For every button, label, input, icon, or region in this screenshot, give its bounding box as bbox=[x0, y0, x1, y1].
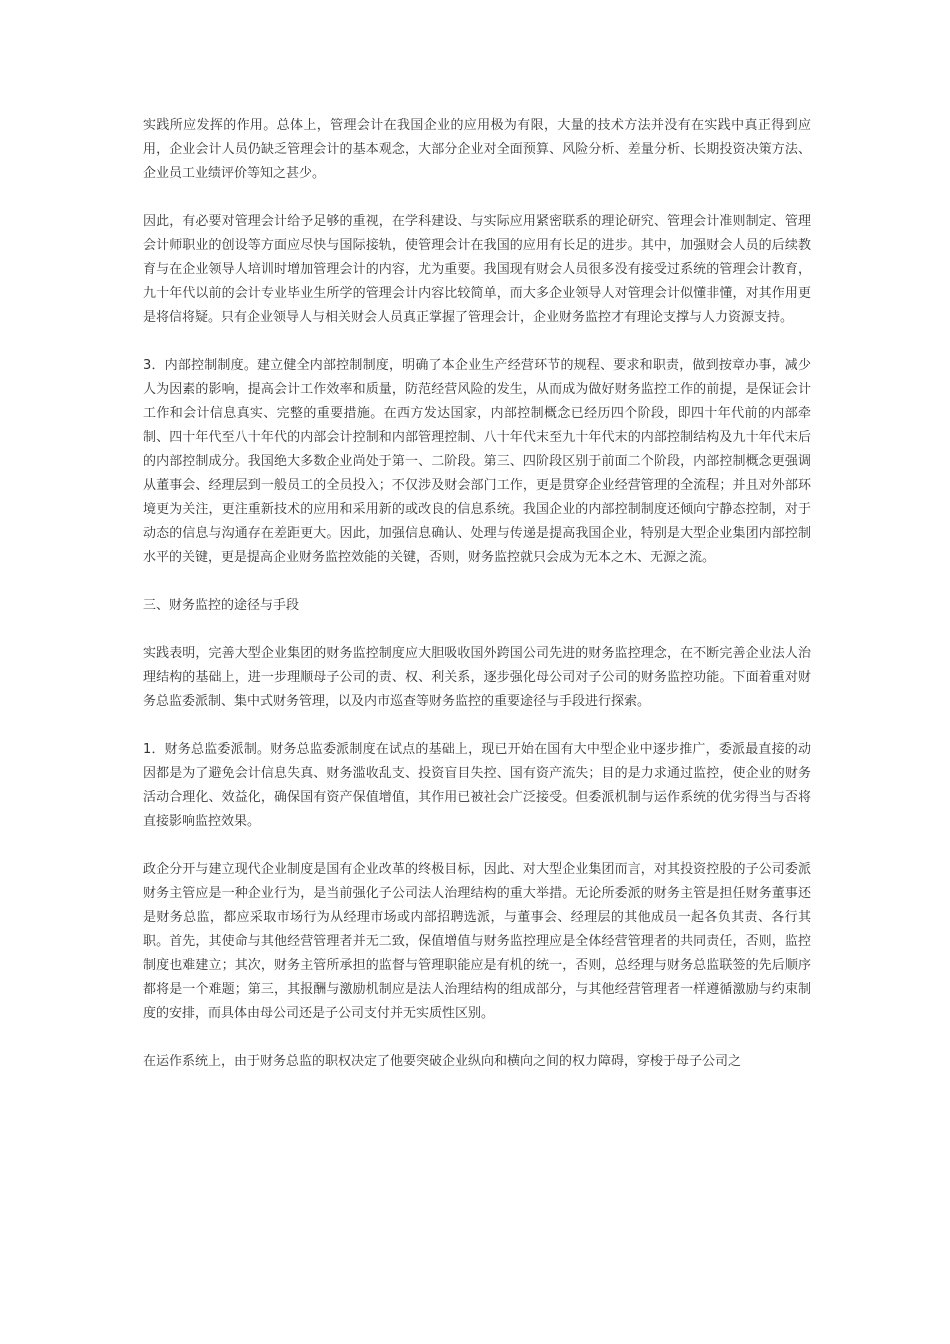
section-heading: 三、财务监控的途径与手段 bbox=[143, 598, 300, 613]
paragraph-management-accounting-importance: 因此，有必要对管理会计给予足够的重视，在学科建设、与实际应用紧密联系的理论研究、管理会计准则制定、管理会计师职业的创设等方面应尽快与国际接轨，使管理会计在我国的应用有长足的进步。其中，加强财会人员的后续教育与在企业领导人培训时增加管理会计的内容，尤为重要。我国现有财会人员很多没有接受过系统的管理会计教育，九十年代以前的会计专业毕业生所学的管理会计内容比较简单，而大多企业领导人对管理会计似懂非懂，对其作用更是将信将疑。只有企业领导人与相关财会人员真正掌握了管理会计，企业财务监控才有理论支撑与人力资源支持。 bbox=[143, 214, 811, 325]
paragraph-internal-control: 3．内部控制制度。建立健全内部控制制度，明确了本企业生产经营环节的规程、要求和职责，做到按章办事，减少人为因素的影响，提高会计工作效率和质量，防范经营风险的发生，从而成为做好财务监控工作的前提，是保证会计工作和会计信息真实、完整的重要措施。在西方发达国家，内部控制概念已经历四个阶段，即四十年代前的内部牵制、四十年代至八十年代的内部会计控制和内部管理控制、八十年代末至九十年代末的内部控制结构及九十年代末后的内部控制成分。我国绝大多数企业尚处于第一、二阶段。第三、四阶段区别于前面二个阶段，内部控制概念更强调从董事会、经理层到一般员工的全员投入；不仅涉及财会部门工作，更是贯穿企业经营管理的全流程；并且对外部环境更为关注，更注重新技术的应用和采用新的或改良的信息系统。我国企业的内部控制制度还倾向宁静态控制，对于动态的信息与沟通存在差距更大。因此，加强信息确认、处理与传递是提高我国企业，特别是大型企业集团内部控制水平的关键，更是提高企业财务监控效能的关键，否则，财务监控就只会成为无本之木、无源之流。 bbox=[143, 358, 811, 565]
paragraph-government-enterprise-separation: 政企分开与建立现代企业制度是国有企业改革的终极目标，因此、对大型企业集团而言，对其投资控股的子公司委派财务主管应是一种企业行为，是当前强化子公司法人治理结构的重大举措。无论所委派的财务主管是担任财务董事还是财务总监，都应采取市场行为从经理市场或内部招聘选派，与董事会、经理层的其他成员一起各负其责、各行其职。首先，其使命与其他经营管理者并无二致，保值增值与财务监控理应是全体经营管理者的共同责任，否则，监控制度也难建立；其次，财务主管所承担的监督与管理职能应是有机的统一，否则，总经理与财务总监联签的先后顺序都将是一个难题；第三，其报酬与激励机制应是法人治理结构的组成部分，与其他经营管理者一样遵循激励与约束制度的安排，而具体由母公司还是子公司支付并无实质性区别。 bbox=[143, 862, 811, 1021]
document-page bbox=[143, 114, 811, 1098]
paragraph-practice-shows: 实践表明，完善大型企业集团的财务监控制度应大胆吸收国外跨国公司先进的财务监控理念，在不断完善企业法人治理结构的基础上，进一步理顺母子公司的责、权、利关系，逐步强化母公司对子公司的财务监控功能。下面着重对财务总监委派制、集中式财务管理，以及内市巡查等财务监控的重要途径与手段进行探索。 bbox=[143, 646, 811, 709]
paragraph-cfo-appointment: 1．财务总监委派制。财务总监委派制度在试点的基础上，现已开始在国有大中型企业中逐步推广，委派最直接的动因都是为了避免会计信息失真、财务滥收乱支、投资盲目失控、国有资产流失；目的是力求通过监控，使企业的财务活动合理化、效益化，确保国有资产保值增值，其作用已被社会广泛接受。但委派机制与运作系统的优劣得当与否将直接影响监控效果。 bbox=[143, 742, 811, 829]
paragraph-operating-system: 在运作系统上，由于财务总监的职权决定了他要突破企业纵向和横向之间的权力障碍，穿梭于母子公司之 bbox=[143, 1054, 742, 1069]
paragraph-management-accounting-role: 实践所应发挥的作用。总体上，管理会计在我国企业的应用极为有限，大量的技术方法并没有在实践中真正得到应用，企业会计人员仍缺乏管理会计的基本观念，大部分企业对全面预算、风险分析、差量分析、长期投资决策方法、企业员工业绩评价等知之甚少。 bbox=[143, 118, 811, 181]
